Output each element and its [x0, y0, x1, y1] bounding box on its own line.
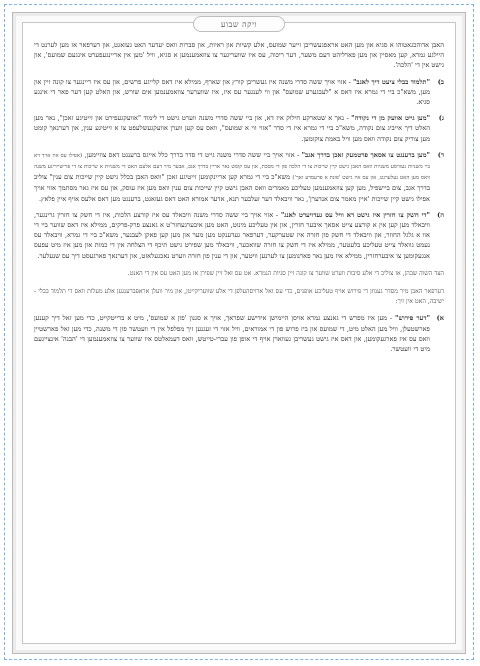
item-body: - נאך א שטארקע חילוק איז דא, און ביי ששה סדרי משנה ווערט גישט די לימוד "אוועקגעפירט און זייטיגע זאכן", נאר מען האלט דיך אייביג צום נקודה, משא"כ ביי די גמרא איז די סדר "אזוי ווי א שמועס", וואס עס קען ווערן אוועקגעשלעפט צו א זייטיגע ענין, און דערנאך קומט מען צוריק צום נקודה וואס מען וויל באמת צוקומען.	[34, 114, 430, 143]
item-marker: ד)	[437, 150, 444, 159]
item-marker: א)	[436, 314, 444, 323]
item-body-continued: משא"כ ביי די גמרא קען אריינקומען זייטיגע זאכן "וואס האבן בכלל גישט קיין שייכות צום ענין" צוליב בדרך אגב, צום ביישפיל, מען קען צוזאמענמען טעליכע מאמרים וואס האבן גישט קיין שייכות צום ענין וואס מען איז עוסק, און עס איז גאר מסתמך אזוי אויך אפילו גישט קיין שייכות 'איין מאמר צום אנדערן', נאר וויבאלד דער זעלבער תנא, אדער אמורא האט דאס געזאגט, ברענגט מען דאס אלעס אויף איין פלאץ.	[34, 173, 430, 203]
method-note: דערפאר האבן מיר מסדר גענוזן די פירוש אויף טעליכע אופנים, כדי עס זאל ארויסהעלפן די אלע שוועריקייטן, און מיר וועלן אראפברענגען אלע מעלות וואס די תלמוד בבלי - ישיבה, האט אין זיך:	[34, 288, 444, 306]
item-lemma: "מען גייט אוועק מן די נקודה"	[351, 114, 431, 123]
item-body: - אזוי אויך ביי ששה סדרי משנה גייט די סדר בדרך כלל אייגס ברענגט דאס צוזיימען,	[82, 150, 302, 159]
item-lemma: "מען ברענגט צו אסאך פרטמעק זאכן בדרך אגב"	[301, 150, 430, 159]
item-b	[34, 77, 444, 108]
item-marker: ג)	[438, 114, 444, 123]
item-lemma: "דער פירוש"	[395, 314, 431, 323]
item-marker: ה)	[437, 210, 444, 219]
running-header: ויקה שבוע	[193, 16, 285, 32]
item-parenthetical: (אפילו עס איז אויך דא ביי משניות געוויסע משניות וואס האבן גישט קיין שייכות צו די הלכה פון די מסכת, און עס קומט נאר אריין בדרך אגב, אבער מיר דעם אלעם האט די משניות א שייכות צו די פרישייריגע משנה וואס מען האט געלערנט, און עס איז גישט 'פונת א פרעמדע זאך')	[34, 152, 430, 182]
item-marker: ב)	[437, 77, 444, 86]
item-body: - אזוי אויך ששה סדרי משנה איז געשריבן קורץ און שארף, ממילא איז דאס קלייגע פרשים, און עס איז ריינגער צו קונה זיין און מען, משא"כ ביי די גמרא איז דאס א "לעבגערע שמועס" און ווי לענגער עס איז, איז שווערער צוזאמענמען אים שורש, און האלט קען דער פאר די אינגע סגיא.	[34, 77, 430, 107]
page-content	[34, 40, 444, 640]
summary-note: הצד השוה שבהן, אז צוליב די אלע סיבות ווערט שווער צו קונה זיין סגיות הגמרא. אט עס זאל זיין שפירן אז מען האט עס אין די האנט.	[127, 269, 444, 277]
item-a	[34, 313, 444, 354]
item-body: - אזוי אויך ביי ששה סדרי משנה וויבאלד עס איז קורצע הלכות, איז די חשק צו חזרין גרינגער, וויבאלד מען קען אין א קורצע צייט אסאך איבער חזרין, און אין טעליכע מינוט, האט מען איבערגעחזר'ט א גאנצע פרק-פרקים, ממילא איז דאס שווער ביי די אוו א גלגל החוזר, און וויבאלד די חשק פון חזרה איז שטערקער, דערפאר געדענקט מען מער און מען קען פאקן לעבנער, משא"כ ביי די גמרא, וויבאלד עס נעמט גוואלד צייט טעליכע בלעטער, ממילא איז די חשק צו חזרה שוואכער, וויבאלד מען שפירט גישט תיכף די הצלחה אין די כמות און מען איז מיט עפעס אנגעקומען צו איבערחזרין, ממילא איז מען נאר פארנומען צו לערנען וויטער, און די ענין פון חזרה ווערט נאכגעלאזט, און דערנאך פארגעסט דיך עס שנעלער.	[34, 210, 430, 260]
item-lemma: "די חשק צו חזרין איז גישט דא וויל עס געדויערט לאנג"	[280, 210, 430, 219]
item-body: - מען איז מפרש די גאנצע גמרא אויסן היימישן אידישע שפראך, אויך א סגנון 'פון א שמועס', מיט א ברייטקייט, כדי מען זאל דיך קענען פארשטעלן, וויל מען האלט מיט, די שמועס און ביז פרוש פון די אמוראים, וויל אזוי די זעגנען זיך מפלפל אין די וועטשר פון די משנה, כדי מען זאל פארשטיין וואס עס איז פארגעקומען, און דאס איז גישט געשריבן געווארן אויף די אופן פון עברי-טייטש, וואס דעמאלטס איז שווער צו צוזאמענמען די 'הבנה' אינצייגעם מיט די וועטשר.	[34, 314, 430, 354]
item-lemma: "תלמוד בבלי ציעט דיך לאגב"	[352, 77, 431, 86]
item-g	[34, 113, 444, 144]
item-d	[34, 150, 444, 204]
item-h	[34, 210, 444, 261]
intro-paragraph: האבן אדוהכגאטוהו א סגיא און מען האט אראפגעשריבן זייער שמועס, אלע קשיות און ראיות, און סברות וואס יעדער האט געזאגט, און דערפאר אז מען לערנט די היילגע גמרא, קען מאסיין און מען פארליהט דעם משער, דער ריכוה, עס איז שוועריגער צו צוזאמענמען א סגיא, וויל 'מען אין אריינגעפערט אינגעם שמועס', און גישט אין די 'הלכה'.	[34, 41, 444, 70]
